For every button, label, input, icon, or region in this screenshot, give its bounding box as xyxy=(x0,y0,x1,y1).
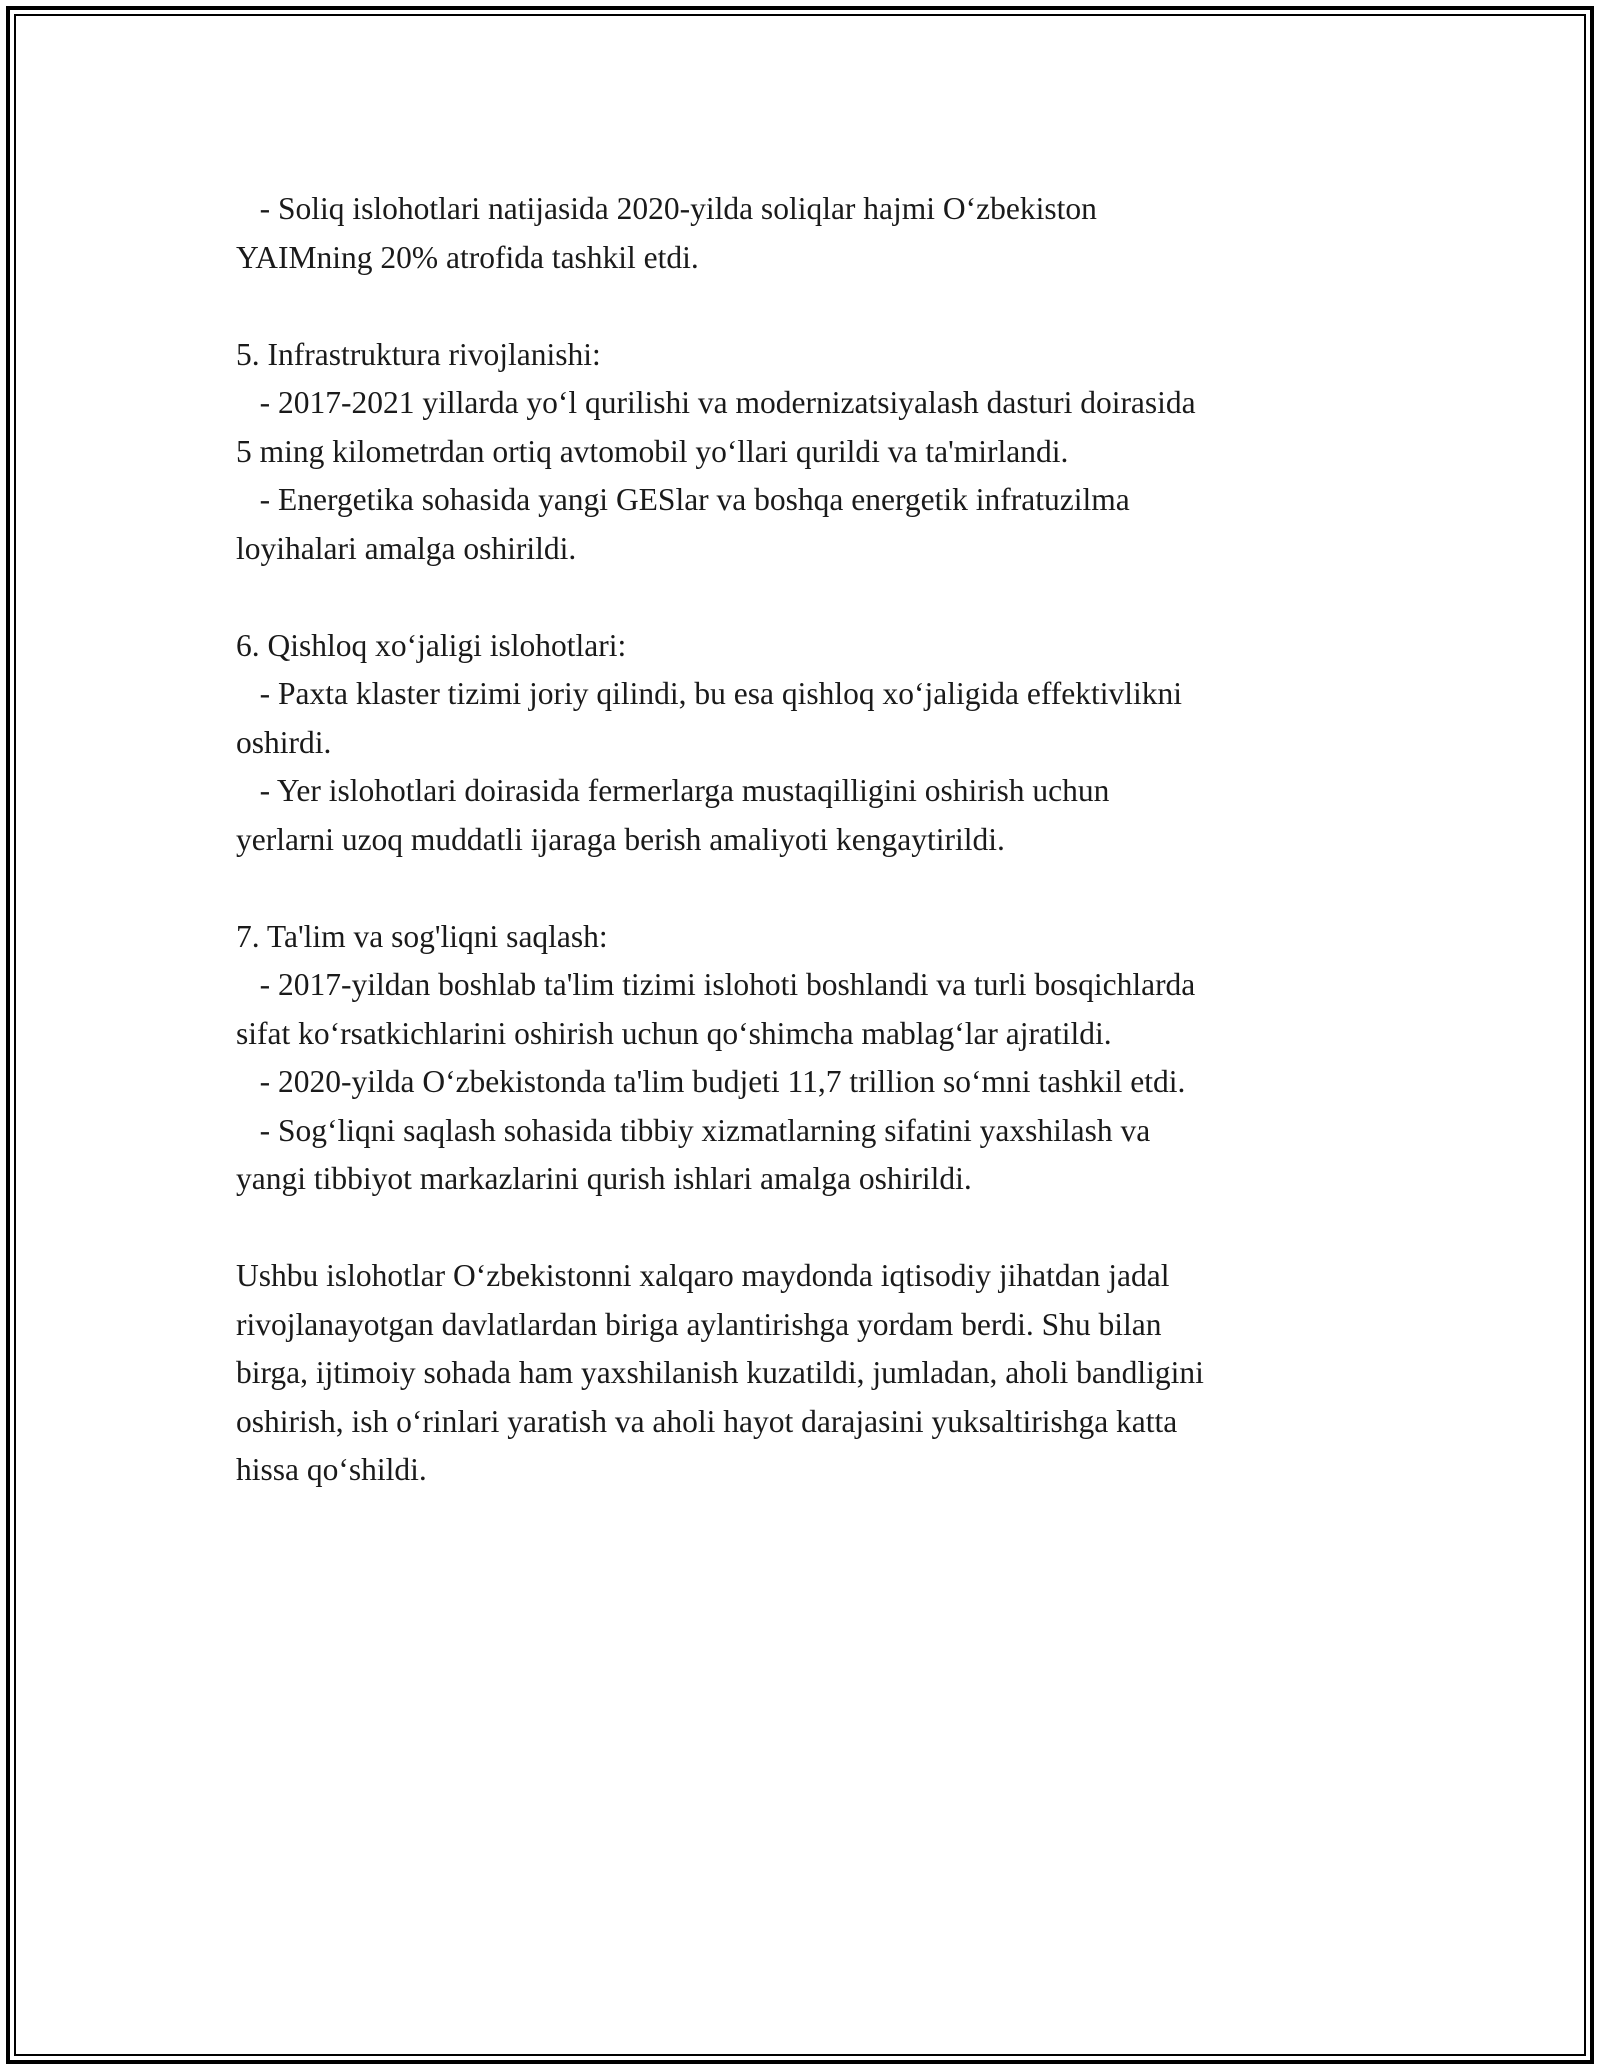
text-line: birga, ijtimoiy sohada ham yaxshilanish kuzatildi, jumladan, aholi bandligini xyxy=(236,1355,1204,1390)
section-heading-education-health xyxy=(236,913,1366,962)
bullet-land-reform xyxy=(236,767,1366,864)
conclusion-paragraph xyxy=(236,1252,1366,1495)
heading-text: 7. Ta'lim va sog'liqni saqlash: xyxy=(236,918,608,954)
text-line: 5 ming kilometrdan ortiq avtomobil yo‘llari qurildi va ta'mirlandi. xyxy=(236,433,1069,469)
text-line: rivojlanayotgan davlatlardan biriga aylantirishga yordam berdi. Shu bilan xyxy=(236,1306,1162,1342)
text-line: - Yer islohotlari doirasida fermerlarga mustaqilligini oshirish uchun xyxy=(236,773,1110,808)
text-line: yerlarni uzoq muddatli ijaraga berish amaliyoti kengaytirildi. xyxy=(236,821,1005,857)
bullet-education-budget xyxy=(236,1058,1366,1107)
text-line: hissa qo‘shildi. xyxy=(236,1452,427,1487)
heading-text: 6. Qishloq xo‘jaligi islohotlari: xyxy=(236,627,627,663)
text-line: loyihalari amalga oshirildi. xyxy=(236,530,577,566)
text-line: YAIMning 20% atrofida tashkil etdi. xyxy=(236,239,699,275)
bullet-healthcare xyxy=(236,1107,1366,1204)
paragraph-gap xyxy=(236,282,1366,331)
bullet-roads xyxy=(236,379,1366,476)
paragraph-gap xyxy=(236,1204,1366,1253)
paragraph-gap xyxy=(236,573,1366,622)
text-line: oshirdi. xyxy=(236,724,332,760)
text-line: yangi tibbiyot markazlarini qurish ishlari amalga oshirildi. xyxy=(236,1161,972,1196)
text-line: - Soliq islohotlari natijasida 2020-yilda soliqlar hajmi O‘zbekiston xyxy=(236,191,1097,226)
document-body xyxy=(236,185,1366,1495)
text-line: - 2017-2021 yillarda yo‘l qurilishi va modernizatsiyalash dasturi doirasida xyxy=(236,385,1196,420)
bullet-tax-reform xyxy=(236,185,1366,282)
bullet-education-reform xyxy=(236,961,1366,1058)
text-line: - Paxta klaster tizimi joriy qilindi, bu esa qishloq xo‘jaligida effektivlikni xyxy=(236,676,1182,711)
bullet-energy xyxy=(236,476,1366,573)
section-heading-infrastructure xyxy=(236,331,1366,380)
text-line: sifat ko‘rsatkichlarini oshirish uchun qo‘shimcha mablag‘lar ajratildi. xyxy=(236,1015,1112,1051)
text-line: Ushbu islohotlar O‘zbekistonni xalqaro maydonda iqtisodiy jihatdan jadal xyxy=(236,1258,1170,1293)
text-line: oshirish, ish o‘rinlari yaratish va aholi hayot darajasini yuksaltirishga katta xyxy=(236,1403,1178,1439)
section-heading-agriculture xyxy=(236,622,1366,671)
bullet-cotton-cluster xyxy=(236,670,1366,767)
text-line: - Sog‘liqni saqlash sohasida tibbiy xizmatlarning sifatini yaxshilash va xyxy=(236,1112,1151,1148)
heading-text: 5. Infrastruktura rivojlanishi: xyxy=(236,336,601,372)
text-line: - 2017-yildan boshlab ta'lim tizimi islohoti boshlandi va turli bosqichlarda xyxy=(236,967,1196,1002)
paragraph-gap xyxy=(236,864,1366,913)
text-line: - Energetika sohasida yangi GESlar va boshqa energetik infratuzilma xyxy=(236,482,1130,517)
text-line: - 2020-yilda O‘zbekistonda ta'lim budjeti 11,7 trillion so‘mni tashkil etdi. xyxy=(236,1064,1186,1099)
